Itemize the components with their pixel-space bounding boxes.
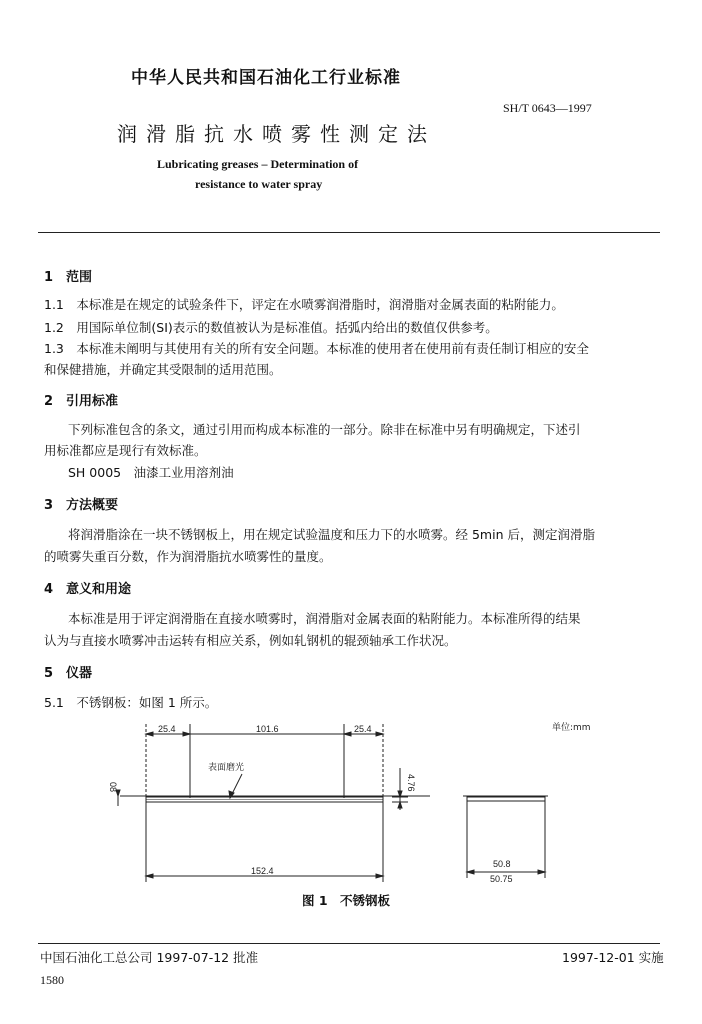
dim-thickness-left: 08 — [108, 782, 118, 793]
title-en-line2: resistance to water spray — [195, 177, 323, 191]
figure-stainless-plate — [100, 718, 660, 918]
unit-label: 单位:mm — [552, 723, 591, 733]
section-4-line2: 认为与直接水喷雾冲击运转有相应关系，例如轧钢机的辊颈轴承工作状况。 — [44, 633, 457, 648]
standard-code: SH/T 0643—1997 — [503, 101, 592, 115]
dim-total: 152.4 — [251, 866, 274, 876]
section-3-heading: 3 方法概要 — [44, 498, 119, 513]
section-3-line1: 将润滑脂涂在一块不锈钢板上，用在规定试验温度和压力下的水喷雾。经 5min 后，测定润滑脂 — [68, 527, 595, 542]
section-3-line2: 的喷雾失重百分数，作为润滑脂抗水喷雾性的量度。 — [44, 549, 332, 564]
dim-left: 25.4 — [158, 724, 176, 734]
section-1-3-line2: 和保健措施，并确定其受限制的适用范围。 — [44, 362, 282, 377]
section-5-heading: 5 仪器 — [44, 666, 93, 681]
section-4-line1: 本标准是用于评定润滑脂在直接水喷雾时，润滑脂对金属表面的粘附能力。本标准所得的结果 — [68, 611, 581, 626]
figure-caption: 图 1 不锈钢板 — [302, 893, 391, 908]
dim-width-b: 50.75 — [490, 874, 513, 884]
section-2-line2: 用标准都应是现行有效标准。 — [44, 443, 207, 458]
section-1-2: 1.2 用国际单位制(SI)表示的数值被认为是标准值。括弧内给出的数值仅供参考。 — [44, 320, 498, 335]
surface-label: 表面磨光 — [208, 763, 245, 773]
page-number: 1580 — [40, 973, 64, 987]
title-en-line1: Lubricating greases – Determination of — [157, 157, 359, 171]
section-2-heading: 2 引用标准 — [44, 394, 119, 409]
dim-right: 25.4 — [354, 724, 372, 734]
section-4-heading: 4 意义和用途 — [44, 582, 132, 597]
section-2-reference: SH 0005 油漆工业用溶剂油 — [68, 465, 234, 480]
section-5-1: 5.1 不锈钢板：如图 1 所示。 — [44, 695, 218, 710]
plate-drawing — [100, 718, 660, 918]
dim-middle: 101.6 — [256, 724, 279, 734]
section-1-3-line1: 1.3 本标准未阐明与其使用有关的所有安全问题。本标准的使用者在使用前有责任制订相应的安全 — [44, 341, 589, 356]
footer-issuer: 中国石油化工总公司 1997-07-12 批准 — [40, 950, 259, 965]
title-cn: 润滑脂抗水喷雾性测定法 — [117, 122, 436, 146]
footer-rule — [38, 943, 660, 944]
section-2-line1: 下列标准包含的条文，通过引用而构成本标准的一部分。除非在标准中另有明确规定，下述引 — [68, 422, 581, 437]
org-title: 中华人民共和国石油化工行业标准 — [131, 68, 401, 88]
section-1-1: 1.1 本标准是在规定的试验条件下，评定在水喷雾润滑脂时，润滑脂对金属表面的粘附能力。 — [44, 297, 564, 312]
footer-effective: 1997-12-01 实施 — [562, 950, 664, 965]
section-1-heading: 1 范围 — [44, 270, 93, 285]
dim-width-a: 50.8 — [493, 859, 511, 869]
header-rule — [38, 232, 660, 233]
dim-height: 4.76 — [406, 774, 416, 792]
